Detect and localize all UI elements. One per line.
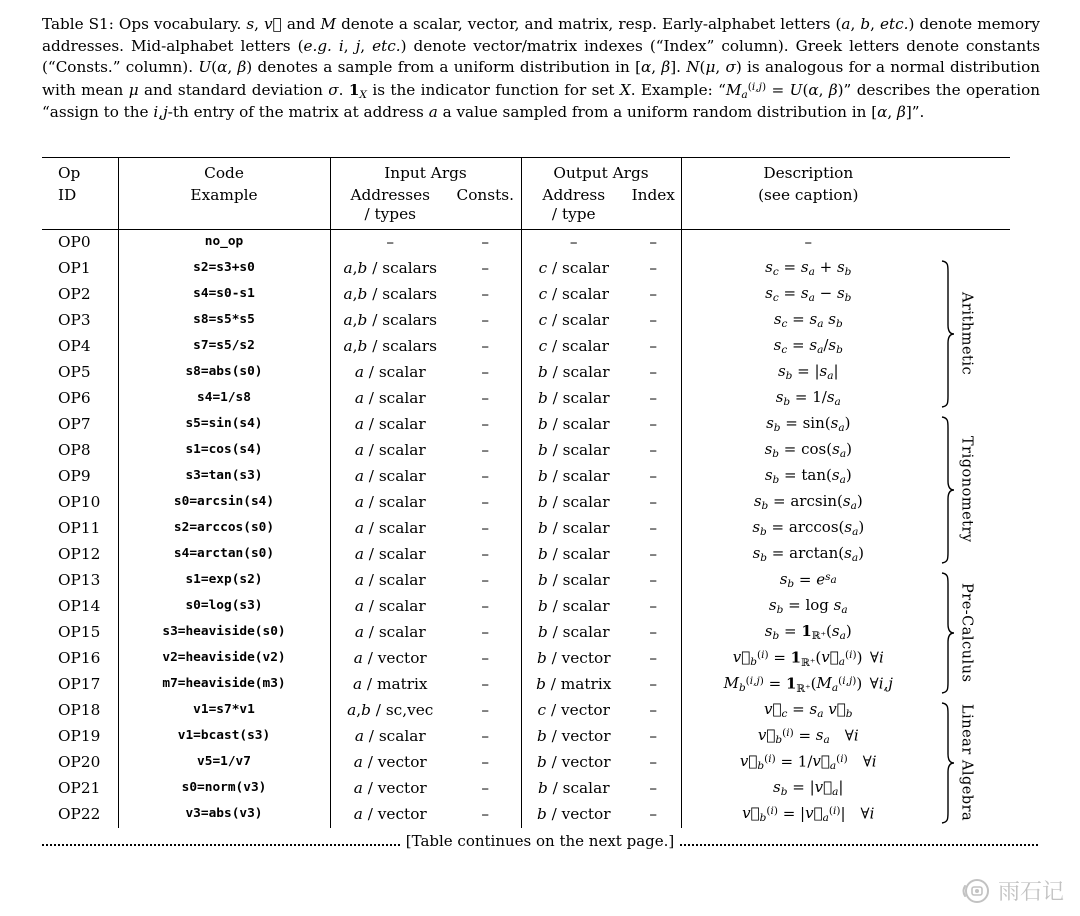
watermark-text: 雨石记 (997, 880, 1064, 905)
description-cell: $s_b$ = $|v⃗_a|$ (681, 776, 935, 802)
op-id-cell: OP18 (58, 700, 101, 719)
index-cell: – (649, 648, 658, 667)
index-cell: – (649, 752, 658, 771)
op-id-cell: OP20 (58, 752, 101, 771)
op-id-cell: OP13 (58, 570, 101, 589)
op-id-cell: OP14 (58, 596, 101, 615)
category-bracket (935, 412, 1010, 568)
brace-icon (941, 416, 955, 564)
output-args-cell: b / scalar (521, 594, 626, 620)
consts-cell: – (481, 466, 490, 485)
code-cell: v2=heaviside(v2) (118, 646, 330, 672)
category-bracket (935, 698, 1010, 828)
index-cell: – (649, 258, 658, 277)
table-row (42, 750, 1010, 776)
index-cell: – (649, 570, 658, 589)
output-args-cell: b / scalar (521, 438, 626, 464)
input-args-cell: – (330, 229, 450, 256)
consts-cell: – (481, 440, 490, 459)
table-row (42, 334, 1010, 360)
op-id-cell: OP12 (58, 544, 101, 563)
index-cell: – (649, 622, 658, 641)
table-row (42, 386, 1010, 412)
output-args-cell: b / matrix (521, 672, 626, 698)
index-header: Index (626, 184, 681, 230)
op-id-cell: OP11 (58, 518, 101, 537)
table-row (42, 698, 1010, 724)
output-args-cell: b / vector (521, 750, 626, 776)
consts-cell: – (481, 492, 490, 511)
table-row (42, 594, 1010, 620)
input-args-cell: a / vector (330, 776, 450, 802)
op-id-cell: OP10 (58, 492, 101, 511)
description-cell: $s_b = 1/s_a$ (681, 386, 935, 412)
description-cell: $s_c = s_a$ $s_b$ (681, 308, 935, 334)
input-args-cell: a / vector (330, 646, 450, 672)
input-args-cell: a / scalar (330, 464, 450, 490)
output-args-cell: b / scalar (521, 776, 626, 802)
index-cell: – (649, 362, 658, 381)
description-header: Description (681, 158, 935, 184)
input-args-cell: a / scalar (330, 568, 450, 594)
code-cell: no_op (118, 229, 330, 256)
op-id-cell: OP3 (58, 310, 91, 329)
description-cell: $s_b = \arccos(s_a)$ (681, 516, 935, 542)
index-cell: – (649, 284, 658, 303)
ops-table-header (42, 158, 1010, 229)
op-id-cell: OP6 (58, 388, 91, 407)
op-id-cell: OP15 (58, 622, 101, 641)
code-cell: s2=arccos(s0) (118, 516, 330, 542)
see-caption-header: (see caption) (681, 184, 935, 230)
op-id-header-line2: ID (42, 184, 118, 230)
dotted-leader-left (42, 843, 400, 846)
op-id-cell: OP1 (58, 258, 91, 277)
table-row (42, 490, 1010, 516)
code-cell: s7=s5/s2 (118, 334, 330, 360)
code-cell: s2=s3+s0 (118, 256, 330, 282)
output-args-cell: b / vector (521, 724, 626, 750)
consts-cell: – (481, 648, 490, 667)
input-args-cell: a / vector (330, 802, 450, 828)
table-row (42, 724, 1010, 750)
table-caption: Table S1: Ops vocabulary. s, v⃗ and M denote a scalar, vector, and matrix, resp. Early-alphabet letters (a, b, etc.) denote memory addresses. Mid-alphabet letters (e.g. i, j, etc.) denote vector/matrix indexes (“Index” column). Greek letters denote constants (“Consts.” column). U(α, β) denotes a sample from a uniform distribution in [α, β]. N(μ, σ) is analogous for a normal distribution with mean μ and standard deviation σ. $1_X$ is the indicator function for set X. Example: “$M_a^{(i,j)} = U(\alpha$, β)” describes the operation “assign to the i,j-th entry of the matrix at address a a value sampled from a uniform random distribution in [α, β]”. (42, 15, 1041, 121)
index-cell: – (649, 414, 658, 433)
description-cell: $s_b = \cos(s_a)$ (681, 438, 935, 464)
table-row (42, 282, 1010, 308)
input-args-cell: a / vector (330, 750, 450, 776)
consts-cell: – (481, 310, 490, 329)
index-cell: – (649, 674, 658, 693)
consts-cell: – (481, 726, 490, 745)
output-args-cell: – (521, 229, 626, 256)
table-row (42, 412, 1010, 438)
index-cell: – (649, 388, 658, 407)
index-cell: – (649, 310, 658, 329)
index-cell: – (649, 492, 658, 511)
code-cell: v5=1/v7 (118, 750, 330, 776)
category-label: Linear Algebra (958, 704, 975, 822)
consts-cell: – (481, 362, 490, 381)
op-id-cell: OP2 (58, 284, 91, 303)
code-cell: s8=abs(s0) (118, 360, 330, 386)
description-cell: $s_b = \log s_a$ (681, 594, 935, 620)
input-args-cell: a,b / scalars (330, 256, 450, 282)
table-row (42, 229, 1010, 256)
description-cell: $M_b^{(i,j)} = 1_{ℝ^+}(M_a^{(i,j)})$ ∀i,j (681, 672, 935, 698)
description-cell: $s_b = \tan(s_a)$ (681, 464, 935, 490)
code-cell: s4=1/s8 (118, 386, 330, 412)
output-args-cell: b / scalar (521, 490, 626, 516)
dotted-leader-right (680, 843, 1038, 846)
consts-cell: – (481, 674, 490, 693)
code-cell: s0=norm(v3) (118, 776, 330, 802)
consts-cell: – (481, 804, 490, 823)
output-args-header: Output Args (521, 158, 681, 184)
description-cell: $v⃗_c = s_a$ $v⃗_b$ (681, 698, 935, 724)
consts-cell: – (481, 622, 490, 641)
description-cell: $s_b = \sin(s_a)$ (681, 412, 935, 438)
input-args-cell: a,b / scalars (330, 282, 450, 308)
consts-cell: – (481, 232, 490, 251)
description-cell: $s_b = e^{s_a}$ (681, 568, 935, 594)
input-args-cell: a / scalar (330, 386, 450, 412)
input-args-cell: a / scalar (330, 542, 450, 568)
input-args-cell: a / scalar (330, 724, 450, 750)
description-cell: $s_c = s_a - s_b$ (681, 282, 935, 308)
description-cell: $s_c = s_a + s_b$ (681, 256, 935, 282)
code-cell: s5=sin(s4) (118, 412, 330, 438)
description-cell: $s_b = |s_a|$ (681, 360, 935, 386)
op-id-cell: OP16 (58, 648, 101, 667)
input-args-cell: a / scalar (330, 490, 450, 516)
code-cell: s1=exp(s2) (118, 568, 330, 594)
input-args-cell: a,b / sc,vec (330, 698, 450, 724)
input-args-cell: a / scalar (330, 412, 450, 438)
description-cell: $s_c = s_a/s_b$ (681, 334, 935, 360)
description-cell: $s_b = \arctan(s_a)$ (681, 542, 935, 568)
ops-table (42, 157, 1010, 827)
table-row (42, 672, 1010, 698)
input-args-cell: a,b / scalars (330, 308, 450, 334)
consts-cell: – (481, 336, 490, 355)
description-cell: $s_b = \arcsin(s_a)$ (681, 490, 935, 516)
table-row (42, 516, 1010, 542)
consts-header: Consts. (450, 184, 521, 230)
watermark (961, 875, 1064, 906)
description-cell: $v⃗_b^{(i)}$ = $1_{ℝ^+}(v⃗_a^{(i)})$ ∀i (681, 646, 935, 672)
index-cell: – (649, 232, 658, 251)
code-cell: s3=heaviside(s0) (118, 620, 330, 646)
input-args-cell: a / scalar (330, 438, 450, 464)
index-cell: – (649, 778, 658, 797)
input-args-cell: a / scalar (330, 594, 450, 620)
output-args-cell: b / scalar (521, 620, 626, 646)
op-id-cell: OP4 (58, 336, 91, 355)
consts-cell: – (481, 414, 490, 433)
table-row (42, 620, 1010, 646)
op-id-cell: OP17 (58, 674, 101, 693)
output-args-cell: c / scalar (521, 256, 626, 282)
index-cell: – (649, 544, 658, 563)
table-row (42, 256, 1010, 282)
index-cell: – (649, 700, 658, 719)
code-header: Code (118, 158, 330, 184)
output-args-cell: c / scalar (521, 282, 626, 308)
op-id-cell: OP5 (58, 362, 91, 381)
description-cell: $s_b = 1_{ℝ^+}(s_a)$ (681, 620, 935, 646)
table-row (42, 802, 1010, 828)
brace-icon (941, 702, 955, 824)
continuation-text: [Table continues on the next page.] (405, 831, 675, 850)
category-label: Trigonometry (958, 436, 975, 544)
op-id-cell: OP22 (58, 804, 101, 823)
brace-icon (941, 572, 955, 694)
op-id-cell: OP8 (58, 440, 91, 459)
op-id-cell: OP19 (58, 726, 101, 745)
op-id-cell: OP0 (58, 232, 91, 251)
index-cell: – (649, 518, 658, 537)
output-args-cell: b / vector (521, 802, 626, 828)
output-args-cell: b / scalar (521, 386, 626, 412)
code-cell: v1=bcast(s3) (118, 724, 330, 750)
consts-cell: – (481, 284, 490, 303)
input-args-cell: a / matrix (330, 672, 450, 698)
output-args-cell: b / scalar (521, 516, 626, 542)
code-cell: s4=s0-s1 (118, 282, 330, 308)
category-bracket (935, 568, 1010, 698)
op-id-cell: OP7 (58, 414, 91, 433)
op-id-cell: OP21 (58, 778, 101, 797)
op-id-header: Op (42, 158, 118, 184)
output-args-cell: c / vector (521, 698, 626, 724)
continuation-line (42, 832, 1038, 850)
code-cell: s8=s5*s5 (118, 308, 330, 334)
consts-cell: – (481, 544, 490, 563)
category-label: Arithmetic (958, 292, 975, 376)
output-args-cell: c / scalar (521, 334, 626, 360)
address-type-header: Address / type (521, 184, 626, 230)
input-args-cell: a / scalar (330, 360, 450, 386)
output-args-cell: b / vector (521, 646, 626, 672)
code-example-header: Example (118, 184, 330, 230)
brace-icon (941, 260, 955, 408)
output-args-cell: b / scalar (521, 542, 626, 568)
addresses-types-header: Addresses / types (330, 184, 450, 230)
output-args-cell: b / scalar (521, 568, 626, 594)
code-cell: s4=arctan(s0) (118, 542, 330, 568)
consts-cell: – (481, 388, 490, 407)
description-cell: $v⃗_b^{(i)}$ = $1/v⃗_a^{(i)}$ ∀i (681, 750, 935, 776)
consts-cell: – (481, 700, 490, 719)
index-cell: – (649, 726, 658, 745)
consts-cell: – (481, 570, 490, 589)
table-row (42, 776, 1010, 802)
consts-cell: – (481, 596, 490, 615)
table-row (42, 568, 1010, 594)
table-row (42, 438, 1010, 464)
output-args-cell: c / scalar (521, 308, 626, 334)
code-cell: s0=arcsin(s4) (118, 490, 330, 516)
index-cell: – (649, 466, 658, 485)
index-cell: – (649, 596, 658, 615)
input-args-cell: a,b / scalars (330, 334, 450, 360)
code-cell: v3=abs(v3) (118, 802, 330, 828)
output-args-cell: b / scalar (521, 360, 626, 386)
code-cell: s3=tan(s3) (118, 464, 330, 490)
output-args-cell: b / scalar (521, 464, 626, 490)
index-cell: – (649, 336, 658, 355)
code-cell: s1=cos(s4) (118, 438, 330, 464)
input-args-header: Input Args (330, 158, 521, 184)
output-args-cell: b / scalar (521, 412, 626, 438)
code-cell: s0=log(s3) (118, 594, 330, 620)
input-args-cell: a / scalar (330, 620, 450, 646)
consts-cell: – (481, 778, 490, 797)
category-label: Pre-Calculus (958, 583, 975, 683)
bracket-empty-cell (935, 229, 1010, 256)
table-row (42, 542, 1010, 568)
watermark-logo-icon (961, 876, 991, 906)
table-row (42, 360, 1010, 386)
code-cell: m7=heaviside(m3) (118, 672, 330, 698)
table-row (42, 464, 1010, 490)
category-bracket (935, 256, 1010, 412)
consts-cell: – (481, 518, 490, 537)
code-cell: v1=s7*v1 (118, 698, 330, 724)
ops-table-body (42, 229, 1010, 828)
consts-cell: – (481, 258, 490, 277)
description-cell: $v⃗_b^{(i)}$ = $|v⃗_a^{(i)}|$ ∀i (681, 802, 935, 828)
index-cell: – (649, 440, 658, 459)
input-args-cell: a / scalar (330, 516, 450, 542)
consts-cell: – (481, 752, 490, 771)
description-cell: $v⃗_b^{(i)} = s_a$ ∀i (681, 724, 935, 750)
op-id-cell: OP9 (58, 466, 91, 485)
bracket-column-header (935, 158, 1010, 229)
description-cell: – (681, 229, 935, 256)
table-row (42, 308, 1010, 334)
table-row (42, 646, 1010, 672)
index-cell: – (649, 804, 658, 823)
